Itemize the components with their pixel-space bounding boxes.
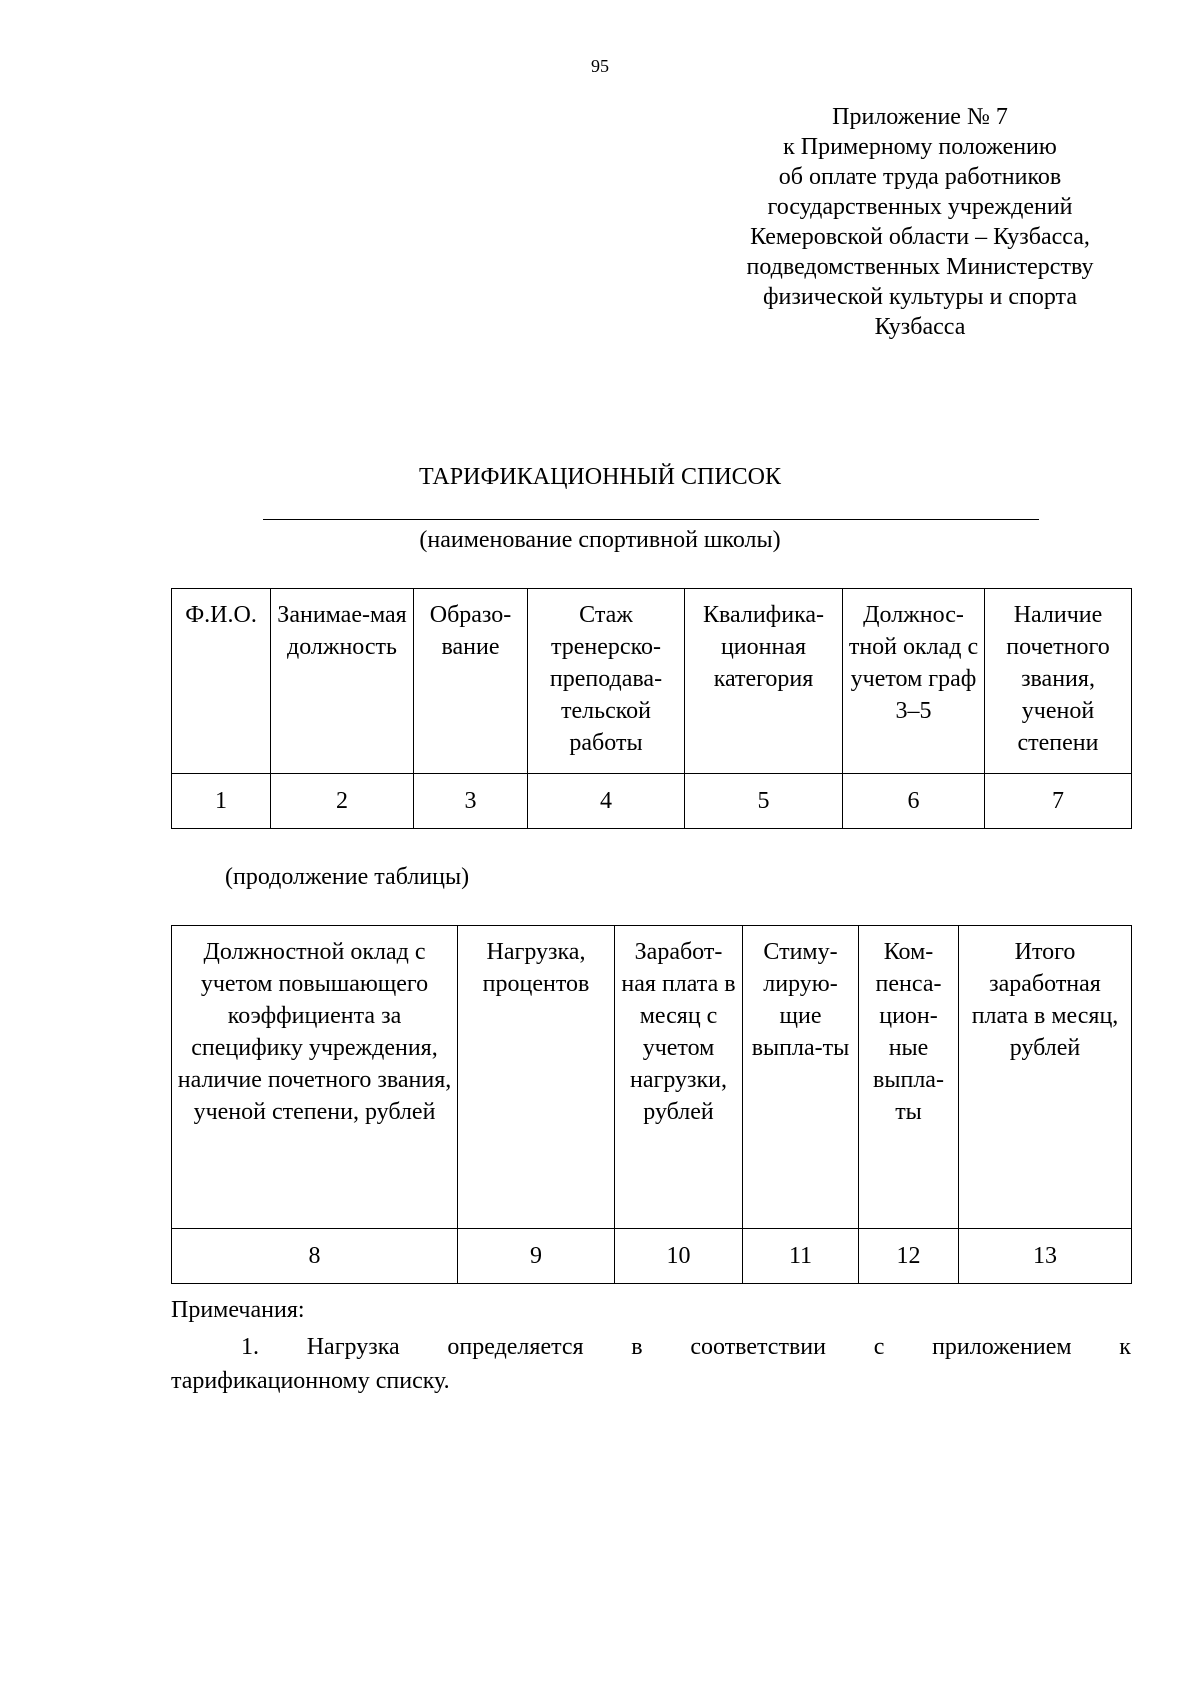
- column-number: 2: [271, 774, 414, 829]
- note-word: приложением: [932, 1334, 1072, 1360]
- header-cell-education: Образо-вание: [414, 589, 528, 774]
- header-cell-title: Наличие почетного звания, ученой степени: [985, 589, 1132, 774]
- appendix-line: подведомственных Министерству: [746, 254, 1094, 280]
- note-word: в: [631, 1334, 643, 1360]
- appendix-line: Кемеровской области – Кузбасса,: [750, 224, 1090, 250]
- header-cell-experience: Стаж тренерско-преподава-тельской работы: [528, 589, 685, 774]
- note-number: 1.: [241, 1334, 259, 1360]
- column-number: 1: [172, 774, 271, 829]
- table-number-row: [172, 1229, 1132, 1284]
- school-name-caption: (наименование спортивной школы): [419, 527, 781, 553]
- header-cell-position: Занимае-мая должность: [271, 589, 414, 774]
- note-word: к: [1119, 1334, 1131, 1360]
- continuation-label: (продолжение таблицы): [225, 864, 470, 890]
- column-number: 5: [685, 774, 843, 829]
- column-number: 11: [743, 1229, 859, 1284]
- column-number: 12: [859, 1229, 959, 1284]
- appendix-line: к Примерному положению: [783, 134, 1057, 160]
- column-number: 4: [528, 774, 685, 829]
- note-word: соответствии: [690, 1334, 826, 1360]
- appendix-line: Кузбасса: [874, 314, 966, 340]
- header-cell-compensation: Ком-пенса-цион-ные выпла-ты: [859, 926, 959, 1229]
- header-cell-adjusted-salary: Должностной оклад с учетом повышающего коэффициента за специфику учреждения, наличие почетного звания, ученой степени, рублей: [172, 926, 458, 1229]
- header-cell-fio: Ф.И.О.: [172, 589, 271, 774]
- page-number: 95: [591, 56, 609, 76]
- header-cell-monthly-pay: Заработ-ная плата в месяц с учетом нагрузки, рублей: [615, 926, 743, 1229]
- header-cell-incentive: Стиму-лирую-щие выпла-ты: [743, 926, 859, 1229]
- school-name-blank-line: [263, 519, 1039, 520]
- column-number: 3: [414, 774, 528, 829]
- appendix-line: государственных учреждений: [767, 194, 1073, 220]
- note-word: определяется: [447, 1334, 584, 1360]
- column-number: 9: [458, 1229, 615, 1284]
- table-header-row: [172, 926, 1132, 1229]
- header-cell-total: Итого заработная плата в месяц, рублей: [959, 926, 1132, 1229]
- header-cell-load: Нагрузка, процентов: [458, 926, 615, 1229]
- note-word: с: [873, 1334, 885, 1360]
- tariff-table-part-2: [171, 925, 1132, 1284]
- table-number-row: [172, 774, 1132, 829]
- document-title: ТАРИФИКАЦИОННЫЙ СПИСОК: [418, 464, 782, 490]
- appendix-line: Приложение № 7: [832, 104, 1008, 130]
- appendix-line: об оплате труда работников: [778, 164, 1062, 190]
- notes-heading: Примечания:: [171, 1297, 305, 1323]
- header-cell-category: Квалифика-ционная категория: [685, 589, 843, 774]
- note-first-line: [171, 1330, 1131, 1364]
- column-number: 13: [959, 1229, 1132, 1284]
- tariff-table-part-1: [171, 588, 1132, 829]
- column-number: 7: [985, 774, 1132, 829]
- column-number: 10: [615, 1229, 743, 1284]
- appendix-line: физической культуры и спорта: [762, 284, 1077, 310]
- header-cell-salary: Должнос-тной оклад с учетом граф 3–5: [843, 589, 985, 774]
- appendix-header: [700, 102, 1140, 342]
- note-word: Нагрузка: [306, 1334, 400, 1360]
- table-header-row: [172, 589, 1132, 774]
- note-continuation: тарификационному списку.: [171, 1368, 450, 1394]
- column-number: 6: [843, 774, 985, 829]
- column-number: 8: [172, 1229, 458, 1284]
- note-item: [171, 1330, 1131, 1398]
